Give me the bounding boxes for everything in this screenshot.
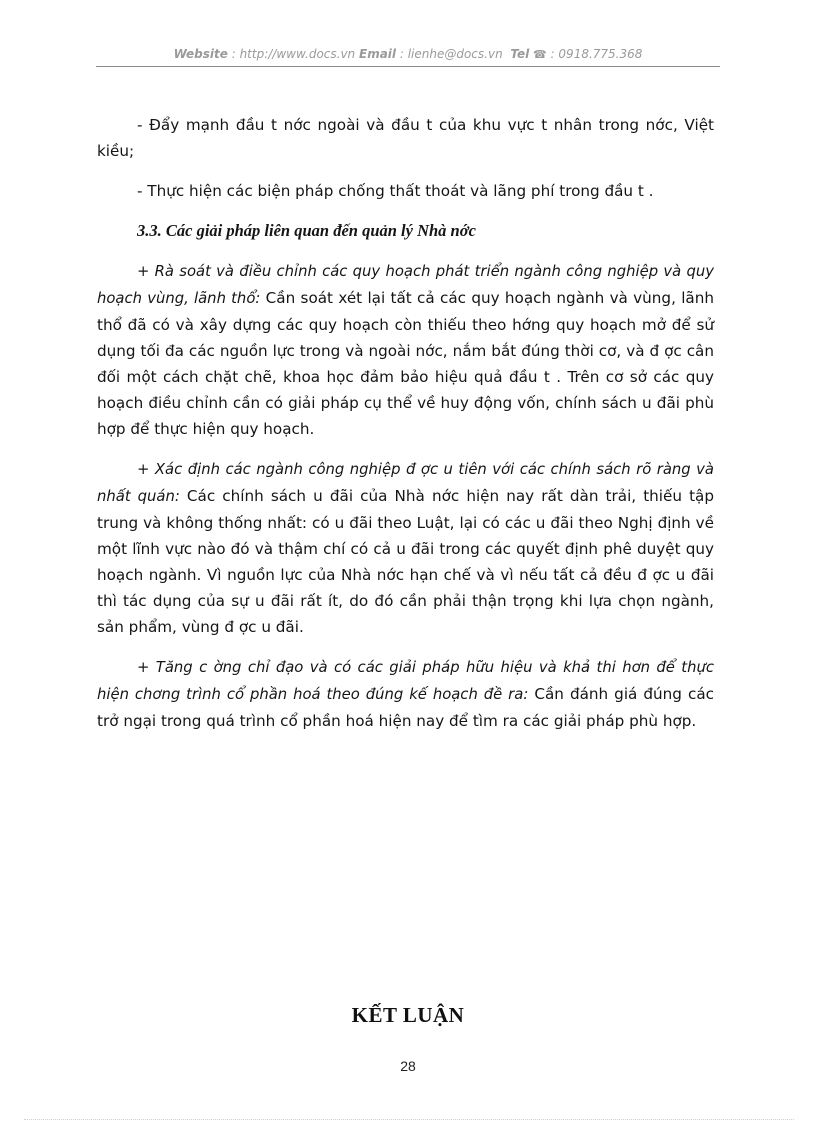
tel-number: : 0918.775.368 xyxy=(546,47,643,61)
email-address[interactable]: lienhe@docs.vn xyxy=(407,47,503,61)
phone-icon: ☎ xyxy=(533,48,547,61)
email-separator: : xyxy=(396,47,408,61)
paragraph-body: Cần đánh giá đúng các trở ngại trong quá trình cổ phần hoá hiện nay để tìm ra các giải pháp phù hợp. xyxy=(97,685,714,730)
paragraph-body: Cần soát xét lại tất cả các quy hoạch ngành và vùng, lãnh thổ đã có và xây dựng các quy hoạch còn thiếu theo hớng quy hoạch mở để sử dụng tối đa các nguồn lực trong và ngoài nớc, nắm bắt đúng thời cơ, và đ ợc cân đối một cách chặt chẽ, khoa học đảm bảo hiệu quả đầu t . Trên cơ sở các quy hoạch điều chỉnh cần có giải pháp cụ thể về huy động vốn, chính sách u đãi phù hợp để thực hiện quy hoạch. xyxy=(97,289,714,438)
document-body xyxy=(97,112,714,734)
paragraph-body: Các chính sách u đãi của Nhà nớc hiện nay rất dàn trải, thiếu tập trung và không thống nhất: có u đãi theo Luật, lại có các u đãi theo Nghị định về một lĩnh vực nào đó và thậm chí có cả u đãi trong các quyết định phê duyệt quy hoạch ngành. Vì nguồn lực của Nhà nớc hạn chế và vì nếu tất cả đều đ ợc u đãi thì tác dụng của sự u đãi rất ít, do đó cần phải thận trọng khi lựa chọn ngành, sản phẩm, vùng đ ợc u đãi. xyxy=(97,487,714,636)
website-separator: : xyxy=(227,47,240,61)
paragraph-planning-review xyxy=(97,258,714,442)
header-divider xyxy=(96,66,720,67)
paragraph-lead: + Xác định các ngành công nghiệp đ ợc u tiên với các chính sách rõ ràng và nhất quán: xyxy=(97,461,714,505)
section-heading: 3.3. Các giải pháp liên quan đến quản lý Nhà nớc xyxy=(137,221,476,240)
website-url[interactable]: http://www.docs.vn xyxy=(239,47,356,61)
email-label: Email xyxy=(359,47,397,61)
paragraph-equitization xyxy=(97,654,714,734)
page-header xyxy=(96,47,720,61)
paragraph-anti-waste: - Thực hiện các biện pháp chống thất thoát và lãng phí trong đầu t . xyxy=(137,182,654,200)
paragraph-priority-industries xyxy=(97,456,714,640)
conclusion-heading: KẾT LUẬN xyxy=(351,1003,465,1027)
page-number: 28 xyxy=(400,1058,416,1074)
footer-divider xyxy=(24,1119,794,1120)
paragraph-lead: + Rà soát và điều chỉnh các quy hoạch phát triển ngành công nghiệp và quy hoạch vùng, lãnh thổ: xyxy=(97,263,714,307)
paragraph-investment: - Đẩy mạnh đầu t nớc ngoài và đầu t của khu vực t nhân trong nớc, Việt kiều; xyxy=(97,116,714,160)
tel-label: Tel xyxy=(510,47,530,61)
website-label: Website xyxy=(173,47,228,61)
paragraph-lead: + Tăng c ờng chỉ đạo và có các giải pháp hữu hiệu và khả thi hơn để thực hiện chơng trình cổ phần hoá theo đúng kế hoạch đề ra: xyxy=(97,659,714,703)
